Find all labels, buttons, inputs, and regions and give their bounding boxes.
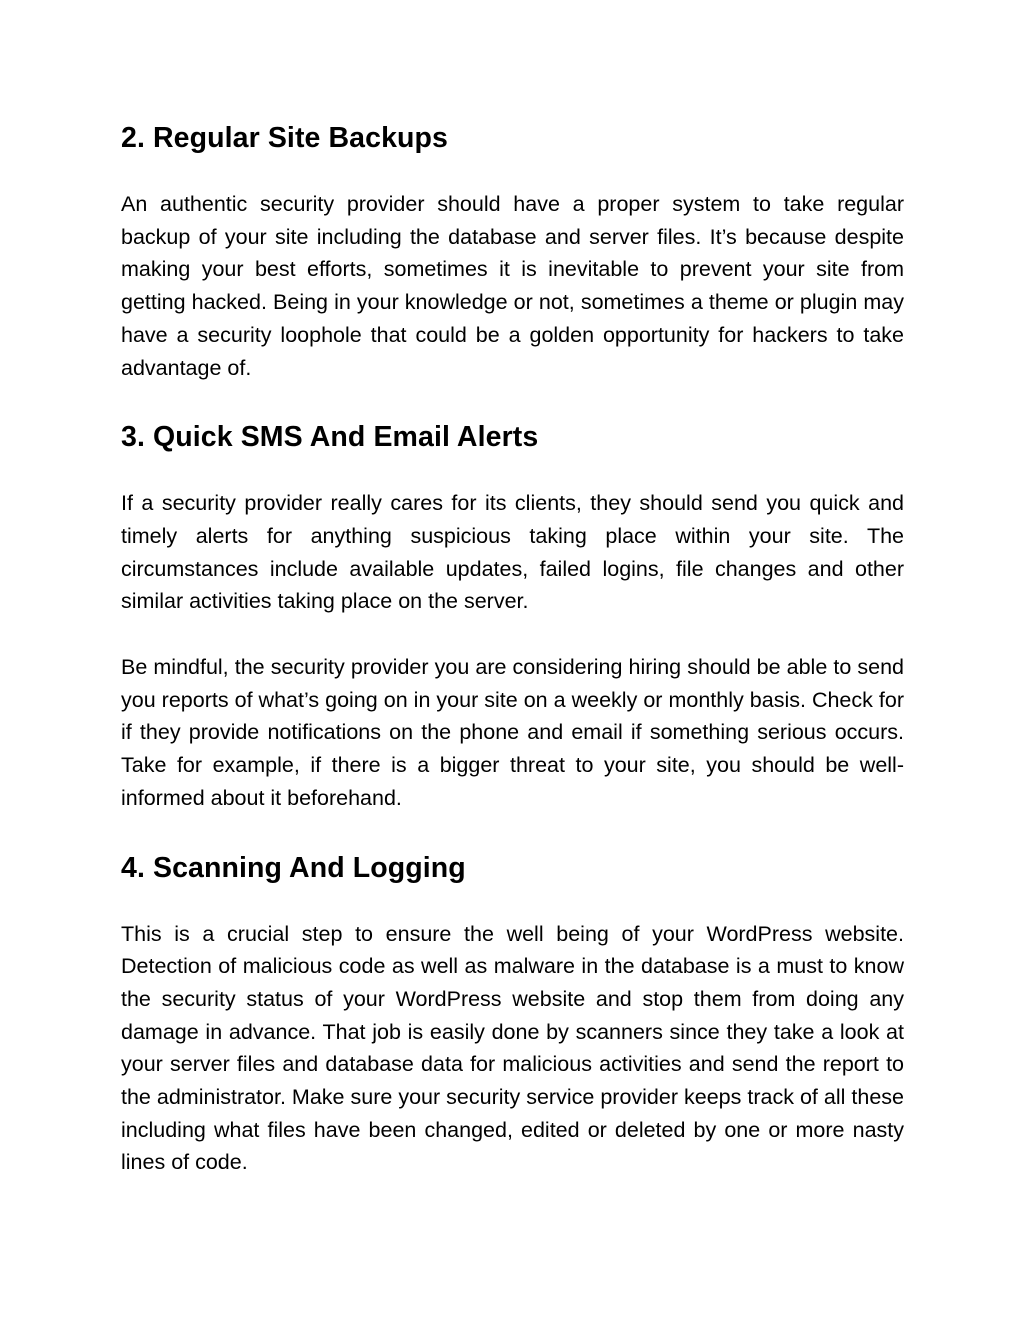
paragraph-alerts-1: If a security provider really cares for its clients, they should send you quick and timely alerts for anything suspicious taking place within your site. The circumstances include available updates, failed logins, file changes and other similar activities taking place on the server.: [121, 491, 904, 614]
section-heading-scanning: 4. Scanning And Logging: [121, 851, 466, 884]
paragraph-backups: An authentic security provider should have a proper system to take regular backup of your site including the database and server files. It’s because despite making your best efforts, sometimes it is inevitable to prevent your site from getting hacked. Being in your knowledge or not, sometimes a theme or plugin may have a security loophole that could be a golden opportunity for hackers to take advantage of.: [121, 192, 904, 380]
paragraph-scanning: This is a crucial step to ensure the well being of your WordPress website. Detection of malicious code as well as malware in the database is a must to know the security status of your WordPress website and stop them from doing any damage in advance. That job is easily done by scanners since they take a look at your server files and database data for malicious activities and send the report to the administrator. Make sure your security service provider keeps track of all these including what files have been changed, edited or deleted by one or more nasty lines of code.: [121, 921, 904, 1175]
section-heading-backups: 2. Regular Site Backups: [121, 122, 449, 154]
paragraph-alerts-2: Be mindful, the security provider you are considering hiring should be able to send you reports of what’s going on in your site on a weekly or monthly basis. Check for if they provide notifications on the phone and email if something serious occurs. Take for example, if there is a bigger threat to your site, you should be well-informed about it beforehand.: [121, 655, 904, 810]
document-page: [121, 118, 904, 1179]
section-heading-alerts: 3. Quick SMS And Email Alerts: [121, 421, 539, 454]
